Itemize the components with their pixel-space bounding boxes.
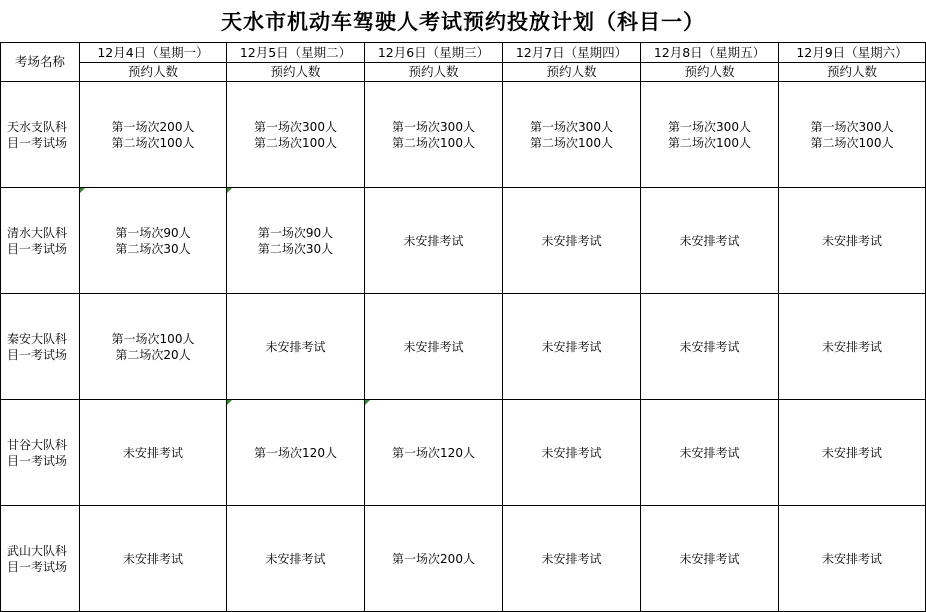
quota-line: 第一场次120人 [254, 445, 337, 460]
date-header-cell[interactable]: 12月9日（星期六） [779, 43, 926, 63]
venue-name-cell[interactable]: 天水支队科目一考试场 [1, 82, 80, 188]
subheader-cell[interactable]: 预约人数 [641, 63, 779, 82]
quota-cell[interactable] [80, 82, 227, 188]
quota-cell[interactable] [227, 400, 365, 506]
quota-line: 第二场次30人 [257, 241, 334, 256]
quota-cell[interactable] [503, 188, 641, 294]
quota-line: 第一场次300人 [530, 119, 613, 134]
quota-line: 未安排考试 [403, 339, 464, 354]
header-row-dates [1, 43, 926, 63]
schedule-table [0, 42, 926, 612]
quota-line: 第二场次100人 [668, 135, 751, 150]
quota-line: 未安排考试 [821, 339, 882, 354]
venue-name-cell[interactable]: 清水大队科目一考试场 [1, 188, 80, 294]
date-header-cell[interactable]: 12月7日（星期四） [503, 43, 641, 63]
quota-line: 未安排考试 [541, 233, 602, 248]
subheader-cell[interactable]: 预约人数 [80, 63, 227, 82]
quota-line: 未安排考试 [541, 339, 602, 354]
quota-cell[interactable] [503, 82, 641, 188]
cell-indicator-icon [365, 400, 370, 405]
quota-cell[interactable] [365, 506, 503, 612]
quota-cell[interactable] [779, 82, 926, 188]
quota-line: 未安排考试 [122, 551, 183, 566]
quota-line: 未安排考试 [541, 445, 602, 460]
quota-cell[interactable] [227, 82, 365, 188]
quota-cell[interactable] [641, 294, 779, 400]
quota-line: 未安排考试 [821, 445, 882, 460]
sheet-title: 天水市机动车驾驶人考试预约投放计划（科目一） [221, 10, 705, 34]
venue-name-cell[interactable]: 秦安大队科目一考试场 [1, 294, 80, 400]
table-row [1, 294, 926, 400]
quota-cell[interactable] [779, 400, 926, 506]
quota-line: 第一场次90人 [115, 225, 191, 240]
table-row [1, 82, 926, 188]
quota-line: 第一场次90人 [257, 225, 334, 240]
quota-cell[interactable] [365, 400, 503, 506]
quota-line: 第一场次300人 [392, 119, 475, 134]
quota-cell[interactable] [503, 294, 641, 400]
quota-cell[interactable] [641, 506, 779, 612]
venue-header-cell[interactable]: 考场名称 [1, 43, 80, 82]
quota-line: 未安排考试 [265, 551, 326, 566]
table-row [1, 506, 926, 612]
quota-cell[interactable] [365, 82, 503, 188]
quota-line: 第一场次200人 [392, 551, 475, 566]
quota-cell[interactable] [80, 400, 227, 506]
quota-cell[interactable] [227, 506, 365, 612]
date-header-cell[interactable]: 12月5日（星期二） [227, 43, 365, 63]
subheader-cell[interactable]: 预约人数 [365, 63, 503, 82]
quota-cell[interactable] [503, 506, 641, 612]
quota-line: 第一场次300人 [254, 119, 337, 134]
date-header-cell[interactable]: 12月4日（星期一） [80, 43, 227, 63]
table-row [1, 188, 926, 294]
quota-line: 第二场次30人 [115, 241, 191, 256]
quota-cell[interactable] [641, 82, 779, 188]
quota-cell[interactable] [641, 188, 779, 294]
quota-cell[interactable] [80, 294, 227, 400]
quota-cell[interactable] [365, 188, 503, 294]
quota-line: 未安排考试 [122, 445, 183, 460]
quota-cell[interactable] [365, 294, 503, 400]
quota-cell[interactable] [641, 400, 779, 506]
quota-line: 未安排考试 [265, 339, 326, 354]
quota-line: 第一场次200人 [111, 119, 195, 134]
header-row-subheaders [1, 63, 926, 82]
subheader-cell[interactable]: 预约人数 [779, 63, 926, 82]
quota-cell[interactable] [779, 506, 926, 612]
venue-name-cell[interactable]: 甘谷大队科目一考试场 [1, 400, 80, 506]
cell-indicator-icon [227, 188, 232, 193]
quota-line: 第二场次20人 [115, 347, 191, 362]
quota-cell[interactable] [227, 188, 365, 294]
quota-line: 第一场次300人 [810, 119, 894, 134]
quota-cell[interactable] [80, 188, 227, 294]
quota-line: 第二场次100人 [111, 135, 195, 150]
quota-line: 第一场次120人 [392, 445, 475, 460]
quota-line: 第一场次300人 [668, 119, 751, 134]
quota-line: 第二场次100人 [254, 135, 337, 150]
quota-line: 第一场次100人 [111, 331, 195, 346]
quota-line: 第二场次100人 [392, 135, 475, 150]
table-row [1, 400, 926, 506]
quota-line: 未安排考试 [679, 233, 740, 248]
quota-cell[interactable] [779, 294, 926, 400]
quota-line: 未安排考试 [679, 445, 740, 460]
venue-name-cell[interactable]: 武山大队科目一考试场 [1, 506, 80, 612]
quota-line: 未安排考试 [403, 233, 464, 248]
quota-line: 未安排考试 [541, 551, 602, 566]
cell-indicator-icon [227, 400, 232, 405]
date-header-cell[interactable]: 12月8日（星期五） [641, 43, 779, 63]
quota-cell[interactable] [227, 294, 365, 400]
quota-line: 未安排考试 [821, 233, 882, 248]
cell-indicator-icon [80, 188, 85, 193]
quota-line: 未安排考试 [821, 551, 882, 566]
quota-line: 第二场次100人 [530, 135, 613, 150]
quota-line: 第二场次100人 [810, 135, 894, 150]
quota-cell[interactable] [80, 506, 227, 612]
subheader-cell[interactable]: 预约人数 [503, 63, 641, 82]
quota-cell[interactable] [503, 400, 641, 506]
subheader-cell[interactable]: 预约人数 [227, 63, 365, 82]
quota-cell[interactable] [779, 188, 926, 294]
date-header-cell[interactable]: 12月6日（星期三） [365, 43, 503, 63]
quota-line: 未安排考试 [679, 551, 740, 566]
quota-line: 未安排考试 [679, 339, 740, 354]
